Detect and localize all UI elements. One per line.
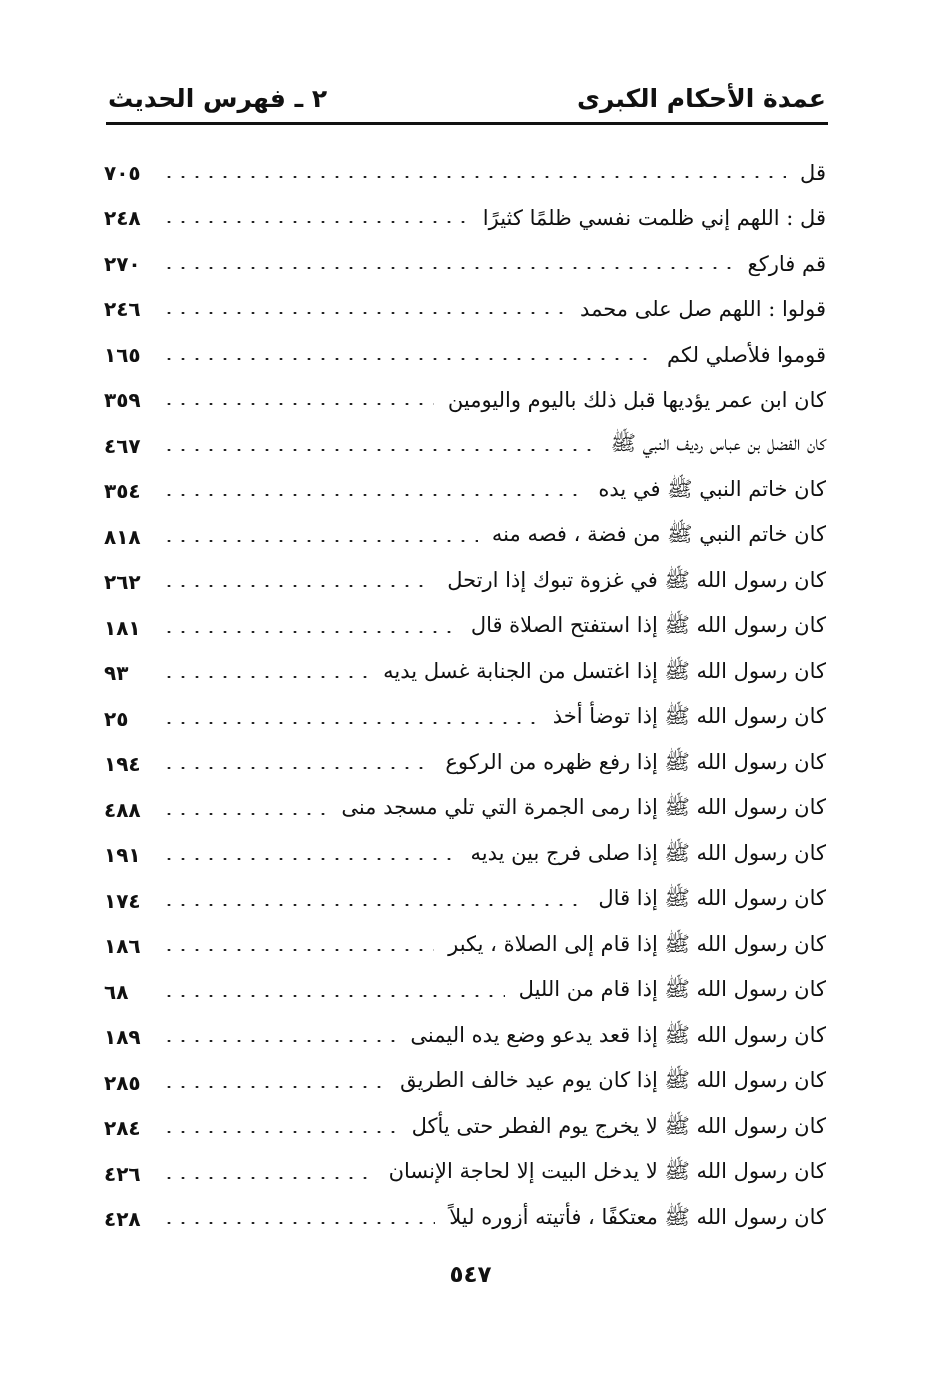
dot-leader	[162, 1086, 386, 1088]
dot-leader	[162, 949, 434, 951]
book-title: عمدة الأحكام الكبرى	[576, 84, 826, 113]
entry-text: كان رسول الله ﷺ في غزوة تبوك إذا ارتحل	[447, 567, 826, 592]
entry-page-number: ٢٦٢	[104, 570, 141, 595]
entry-text: قم فاركع	[747, 251, 826, 276]
dot-leader	[162, 176, 786, 178]
index-entry	[104, 1106, 826, 1152]
entry-text: كان رسول الله ﷺ إذا كان يوم عيد خالف الطريق	[400, 1068, 826, 1093]
entry-text: كان رسول الله ﷺ إذا قعد يدعو وضع يده اليمنى	[410, 1022, 826, 1047]
entry-text: قل	[800, 160, 826, 185]
entry-page-number: ١٩١	[104, 843, 141, 868]
entry-page-number: ٢٨٤	[104, 1116, 141, 1141]
hadith-index-list	[104, 150, 826, 1242]
index-entry	[104, 150, 826, 196]
entry-text: كان رسول الله ﷺ إذا رمى الجمرة التي تلي مسجد منى	[341, 795, 826, 820]
entry-text: كان رسول الله ﷺ إذا صلى فرج بين يديه	[470, 840, 826, 865]
index-entry	[104, 651, 826, 697]
entry-page-number: ٩٣	[104, 661, 129, 686]
dot-leader	[162, 813, 327, 815]
index-entry	[104, 1060, 826, 1106]
index-entry	[104, 196, 826, 242]
page-number: ٥٤٧	[449, 1262, 492, 1288]
entry-text: كان رسول الله ﷺ لا يدخل البيت إلا لحاجة الإنسان	[388, 1159, 826, 1184]
index-entry	[104, 878, 826, 924]
index-entry	[104, 560, 826, 606]
index-entry	[104, 1015, 826, 1061]
entry-text: قوموا فلأصلي لكم	[667, 342, 826, 367]
index-entry	[104, 605, 826, 651]
entry-page-number: ١٦٥	[104, 342, 141, 367]
dot-leader	[162, 1222, 435, 1224]
index-entry	[104, 287, 826, 333]
entry-page-number: ١٨١	[104, 615, 141, 640]
entry-text: كان رسول الله ﷺ لا يخرج يوم الفطر حتى يأكل	[411, 1113, 826, 1138]
entry-page-number: ٢٨٥	[104, 1070, 141, 1095]
dot-leader	[162, 312, 566, 314]
entry-text: كان خاتم النبي ﷺ من فضة ، فصه منه	[491, 522, 826, 547]
entry-page-number: ١٧٤	[104, 888, 141, 913]
dot-leader	[162, 1040, 396, 1042]
index-entry	[104, 1151, 826, 1197]
dot-leader	[162, 267, 734, 269]
dot-leader	[162, 767, 431, 769]
index-entry	[104, 833, 826, 879]
index-entry	[104, 423, 826, 469]
index-entry	[104, 696, 826, 742]
dot-leader	[162, 540, 478, 542]
dot-leader	[162, 585, 433, 587]
dot-leader	[162, 494, 584, 496]
dot-leader	[162, 631, 457, 633]
entry-page-number: ١٨٩	[104, 1025, 141, 1050]
entry-text: كان ابن عمر يؤديها قبل ذلك باليوم واليومين	[447, 388, 826, 413]
running-header	[108, 82, 826, 122]
dot-leader	[162, 1131, 398, 1133]
entry-page-number: ٤٦٧	[104, 433, 141, 458]
entry-text: قل : اللهم إني ظلمت نفسي ظلمًا كثيرًا	[482, 206, 826, 231]
dot-leader	[162, 858, 456, 860]
entry-text: كان رسول الله ﷺ إذا استفتح الصلاة قال	[470, 613, 826, 638]
entry-text: كان رسول الله ﷺ معتكفًا ، فأتيته أزوره ليلاً	[449, 1204, 826, 1229]
entry-page-number: ٢٧٠	[104, 251, 141, 276]
entry-text: قولوا : اللهم صل على محمد	[580, 297, 826, 322]
entry-page-number: ٢٤٨	[104, 206, 141, 231]
index-entry	[104, 787, 826, 833]
entry-page-number: ١٨٦	[104, 934, 141, 959]
entry-page-number: ٢٤٦	[104, 297, 141, 322]
index-entry	[104, 969, 826, 1015]
index-entry	[104, 241, 826, 287]
entry-text: كان رسول الله ﷺ إذا توضأ أخذ	[552, 704, 826, 729]
entry-text: كان خاتم النبي ﷺ في يده	[598, 476, 826, 501]
section-title: ٢ ـ فهرس الحديث	[108, 84, 328, 113]
entry-text: كان رسول الله ﷺ إذا اغتسل من الجنابة غسل يديه	[383, 658, 826, 683]
index-entry	[104, 469, 826, 515]
entry-text: كان رسول الله ﷺ إذا رفع ظهره من الركوع	[445, 749, 826, 774]
dot-leader	[162, 449, 597, 451]
entry-page-number: ٤٢٦	[104, 1161, 141, 1186]
dot-leader	[162, 722, 539, 724]
entry-page-number: ٤٨٨	[104, 797, 141, 822]
index-entry	[104, 742, 826, 788]
entry-text: كان رسول الله ﷺ إذا قام إلى الصلاة ، يكبر	[448, 931, 826, 956]
dot-leader	[162, 1177, 375, 1179]
entry-text: كان رسول الله ﷺ إذا قال	[598, 886, 826, 911]
dot-leader	[162, 358, 653, 360]
dot-leader	[162, 904, 584, 906]
dot-leader	[162, 221, 469, 223]
index-entry	[104, 1197, 826, 1243]
dot-leader	[162, 403, 434, 405]
entry-page-number: ١٩٤	[104, 752, 141, 777]
index-entry	[104, 332, 826, 378]
index-entry	[104, 514, 826, 560]
entry-text: كان رسول الله ﷺ إذا قام من الليل	[518, 977, 826, 1002]
entry-text: كان الفضل بن عباس رديف النبي ﷺ	[610, 431, 826, 456]
entry-page-number: ٧٠٥	[104, 160, 141, 185]
entry-page-number: ٨١٨	[104, 524, 141, 549]
entry-page-number: ٣٥٤	[104, 479, 141, 504]
dot-leader	[162, 995, 505, 997]
index-entry	[104, 924, 826, 970]
entry-page-number: ٦٨	[104, 979, 129, 1004]
entry-page-number: ٤٢٨	[104, 1207, 141, 1232]
entry-page-number: ٣٥٩	[104, 388, 141, 413]
dot-leader	[162, 676, 369, 678]
index-entry	[104, 378, 826, 424]
entry-page-number: ٢٥	[104, 706, 129, 731]
header-divider	[106, 122, 828, 125]
